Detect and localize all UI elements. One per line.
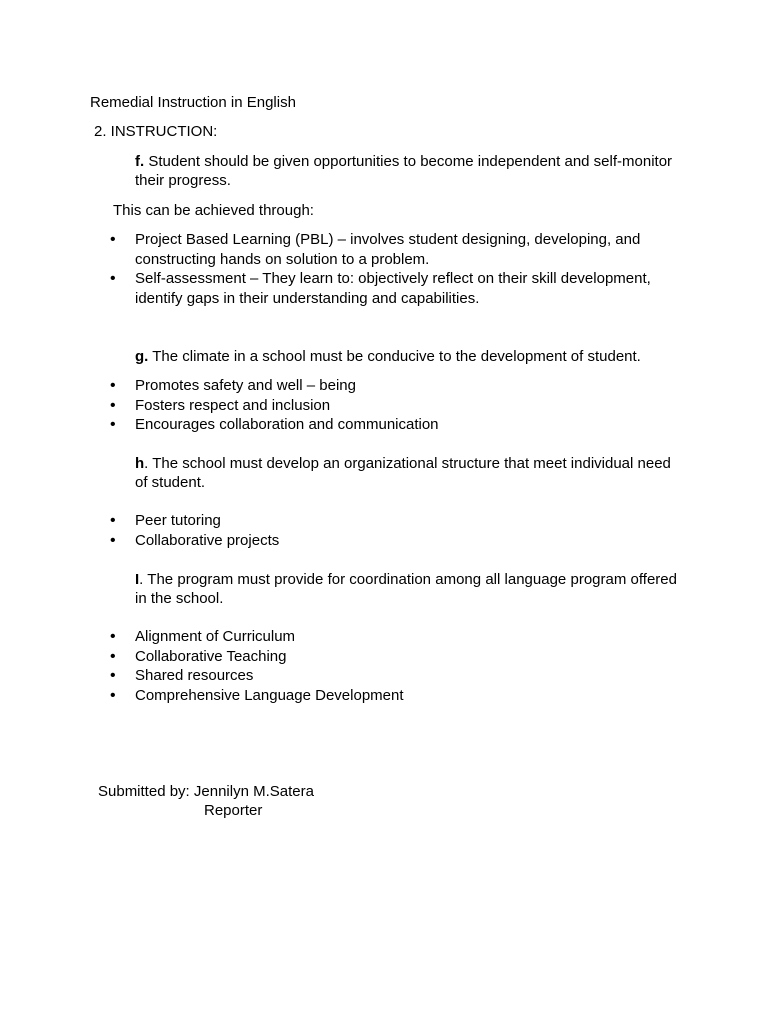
list-item (0, 269, 768, 308)
bullet-icon: • (110, 628, 116, 645)
list-f (0, 230, 768, 308)
list-item (0, 666, 768, 686)
bullet-icon: • (110, 647, 116, 665)
bullet-icon: • (110, 512, 116, 529)
list-item-text: Fosters respect and inclusion (135, 396, 331, 414)
list-item (0, 511, 768, 531)
bullet-icon: • (110, 667, 116, 684)
list-item-text: Shared resources (135, 667, 254, 684)
principle-g (135, 347, 695, 366)
achieved-through-text: This can be achieved through: (113, 202, 314, 219)
principle-i-text: . The program must provide for coordination among all language program offered in the school. (135, 571, 677, 607)
principle-g-text: The climate in a school must be conducive to the development of student. (148, 348, 641, 365)
submitted-by: Submitted by: Jennilyn M.Satera (98, 783, 314, 800)
bullet-icon: • (110, 270, 116, 287)
list-g (0, 376, 768, 435)
principle-i-letter: I (135, 571, 140, 588)
list-item (0, 686, 768, 706)
principle-h (135, 454, 680, 492)
list-item (0, 647, 768, 667)
list-item-text: Collaborative Teaching (135, 647, 287, 665)
bullet-icon: • (110, 377, 116, 394)
list-item-text: Encourages collaboration and communication (135, 416, 439, 433)
document-title: Remedial Instruction in English (90, 94, 296, 111)
reporter-role: Reporter (204, 802, 263, 819)
list-item (0, 396, 768, 416)
list-item-text: Self-assessment – They learn to: objectively reflect on their skill development, identify gaps in their understanding and capabilities. (135, 270, 651, 307)
list-h (0, 511, 768, 550)
list-item (0, 376, 768, 396)
principle-i (135, 570, 677, 608)
list-i (0, 627, 768, 705)
principle-h-text: . The school must develop an organizational structure that meet individual need of student. (135, 455, 671, 491)
list-item (0, 531, 768, 551)
bullet-icon: • (110, 396, 116, 414)
list-item-text: Promotes safety and well – being (135, 377, 356, 394)
list-item (0, 415, 768, 435)
list-item-text: Peer tutoring (135, 512, 221, 529)
list-item (0, 627, 768, 647)
list-item-text: Alignment of Curriculum (135, 628, 296, 645)
principle-f-letter: f. (135, 153, 145, 170)
list-item-text: Project Based Learning (PBL) – involves student designing, developing, and constructing hands on solution to a problem. (135, 231, 641, 268)
bullet-icon: • (110, 531, 116, 549)
bullet-icon: • (110, 416, 116, 433)
section-heading: 2. INSTRUCTION: (94, 123, 218, 140)
principle-f (135, 152, 680, 190)
list-item (0, 230, 768, 269)
principle-h-letter: h (135, 455, 145, 472)
list-item-text: Collaborative projects (135, 531, 280, 549)
bullet-icon: • (110, 686, 116, 704)
bullet-icon: • (110, 231, 116, 248)
list-item-text: Comprehensive Language Development (135, 686, 404, 704)
principle-g-letter: g. (135, 348, 149, 365)
principle-f-text: Student should be given opportunities to become independent and self-monitor their progress. (135, 153, 673, 189)
